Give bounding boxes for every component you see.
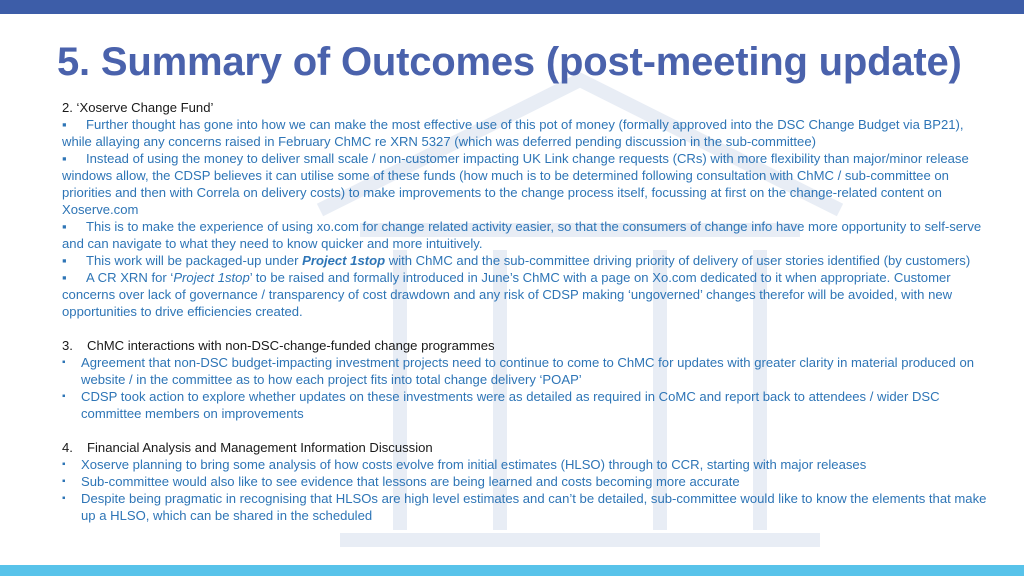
section-2-paragraph: ▪ This is to make the experience of using xo.com for change related activity easier, so that the consumers of change info have more opportunity to self-serve and can navigate to what they need to know quicker and more intuitively.	[62, 219, 982, 251]
section-4-heading: 4. Financial Analysis and Management Information Discussion	[62, 440, 433, 455]
list-item: ▪ Sub-committee would also like to see evidence that lessons are being learned and costs becoming more accurate	[62, 473, 987, 490]
bullet-icon: ▪	[62, 253, 67, 268]
list-item: ▪ CDSP took action to explore whether updates on these investments were as detailed as required in CoMC and report back to attendees / wider DSC committee members on improvements	[62, 388, 987, 422]
section-2-heading: 2. ‘Xoserve Change Fund’	[62, 100, 214, 115]
list-item: ▪ Despite being pragmatic in recognising that HLSOs are high level estimates and can’t be detailed, sub-committee would like to know the elements that make up a HLSO, which can be shared in the scheduled	[62, 490, 987, 524]
section-3-heading: 3. ChMC interactions with non-DSC-change-funded change programmes	[62, 338, 495, 353]
section-2-paragraph: ▪ Further thought has gone into how we can make the most effective use of this pot of money (formally approved into the DSC Change Budget via BP21), while allaying any concerns raised in February ChMC re XRN 5327 (which was deferred pending discussion in the sub-committee)	[62, 117, 964, 149]
bullet-icon: ▪	[62, 270, 67, 285]
section-2-paragraph: ▪ A CR XRN for ‘Project 1stop’ to be raised and formally introduced in June’s ChMC with a page on Xo.com dedicated to it when appropriate. Customer concerns over lack of governance / transparency of cost drawdown and any risk of CDSP making ‘ungoverned’ changes therefor will be avoided, with new opportunities to drive efficiencies created.	[62, 270, 953, 319]
bottom-accent-bar	[0, 565, 1024, 576]
section-2-paragraph: ▪ Instead of using the money to deliver small scale / non-customer impacting UK Link change requests (CRs) with more flexibility than major/minor release windows allow, the CDSP believes it can utilise some of these funds (how much is to be determined following consultation with ChMC / sub-committee on priorities and then with Correla on delivery costs) to make improvements to the change process itself, focussing at first on the change-related content on Xoserve.com	[62, 151, 969, 217]
slide-title: 5. Summary of Outcomes (post-meeting update)	[57, 40, 962, 84]
section-3-list	[62, 354, 987, 422]
project-name: Project 1stop	[302, 253, 386, 268]
list-item: ▪ Agreement that non-DSC budget-impacting investment projects need to continue to come to ChMC for updates with greater clarity in material produced on website / in the committee as to how each project fits into total change delivery ‘POAP’	[62, 354, 987, 388]
bullet-icon: ▪	[62, 117, 67, 132]
project-name: Project 1stop	[173, 270, 250, 285]
slide-content	[62, 99, 987, 524]
top-accent-bar	[0, 0, 1024, 14]
section-4-list	[62, 456, 987, 524]
list-item: ▪ Xoserve planning to bring some analysis of how costs evolve from initial estimates (HLSO) through to CCR, starting with major releases	[62, 456, 987, 473]
bullet-icon: ▪	[62, 219, 67, 234]
bullet-icon: ▪	[62, 151, 67, 166]
section-2-paragraph: ▪ This work will be packaged-up under Project 1stop with ChMC and the sub-committee driving priority of delivery of user stories identified (by customers)	[62, 253, 971, 268]
